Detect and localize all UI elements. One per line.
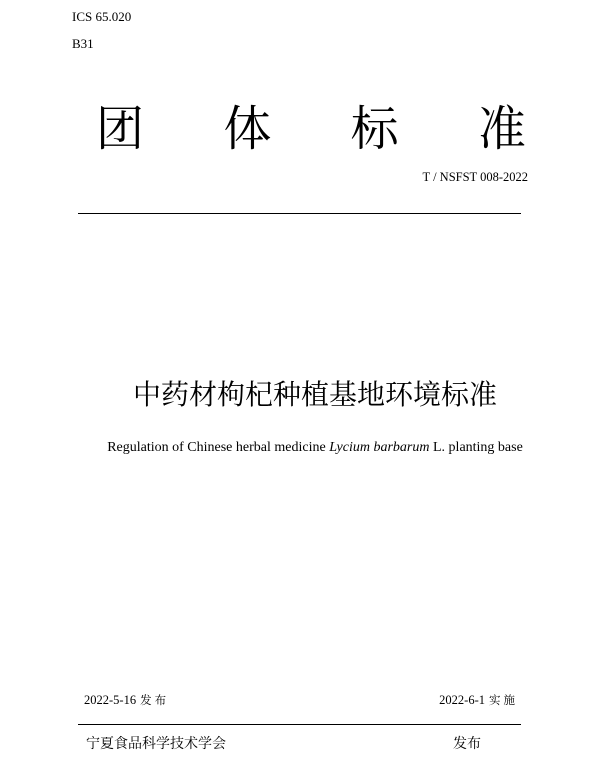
issue-date-value: 2022-5-16 [84,693,137,707]
issue-date [84,692,169,708]
english-title-part: L. planting base [429,440,523,455]
standard-type-char: 体 [223,101,272,157]
top-divider [78,213,521,214]
english-title [0,440,600,456]
implementation-label: 实施 [489,693,518,707]
standard-type-char: 团 [96,101,145,157]
standard-type-heading [96,100,526,158]
bottom-divider [78,724,521,725]
standard-type-char: 标 [350,101,399,157]
publish-label: 发布 [453,736,481,752]
english-title-part: Regulation of Chinese herbal medicine [107,440,330,455]
standard-code: T / NSFST 008-2022 [422,170,528,184]
chinese-title: 中药材枸杞种植基地环境标准 [132,378,497,411]
implementation-date-value: 2022-6-1 [439,693,485,707]
implementation-date [439,692,518,708]
issue-label: 发布 [140,693,170,707]
english-title-latin-name: Lycium barbarum [329,440,430,455]
standard-type-char: 准 [477,101,526,157]
ccs-code: B31 [72,36,94,51]
ics-code: ICS 65.020 [72,9,132,24]
issuing-organization: 宁夏食品科学技术学会 [86,736,226,752]
